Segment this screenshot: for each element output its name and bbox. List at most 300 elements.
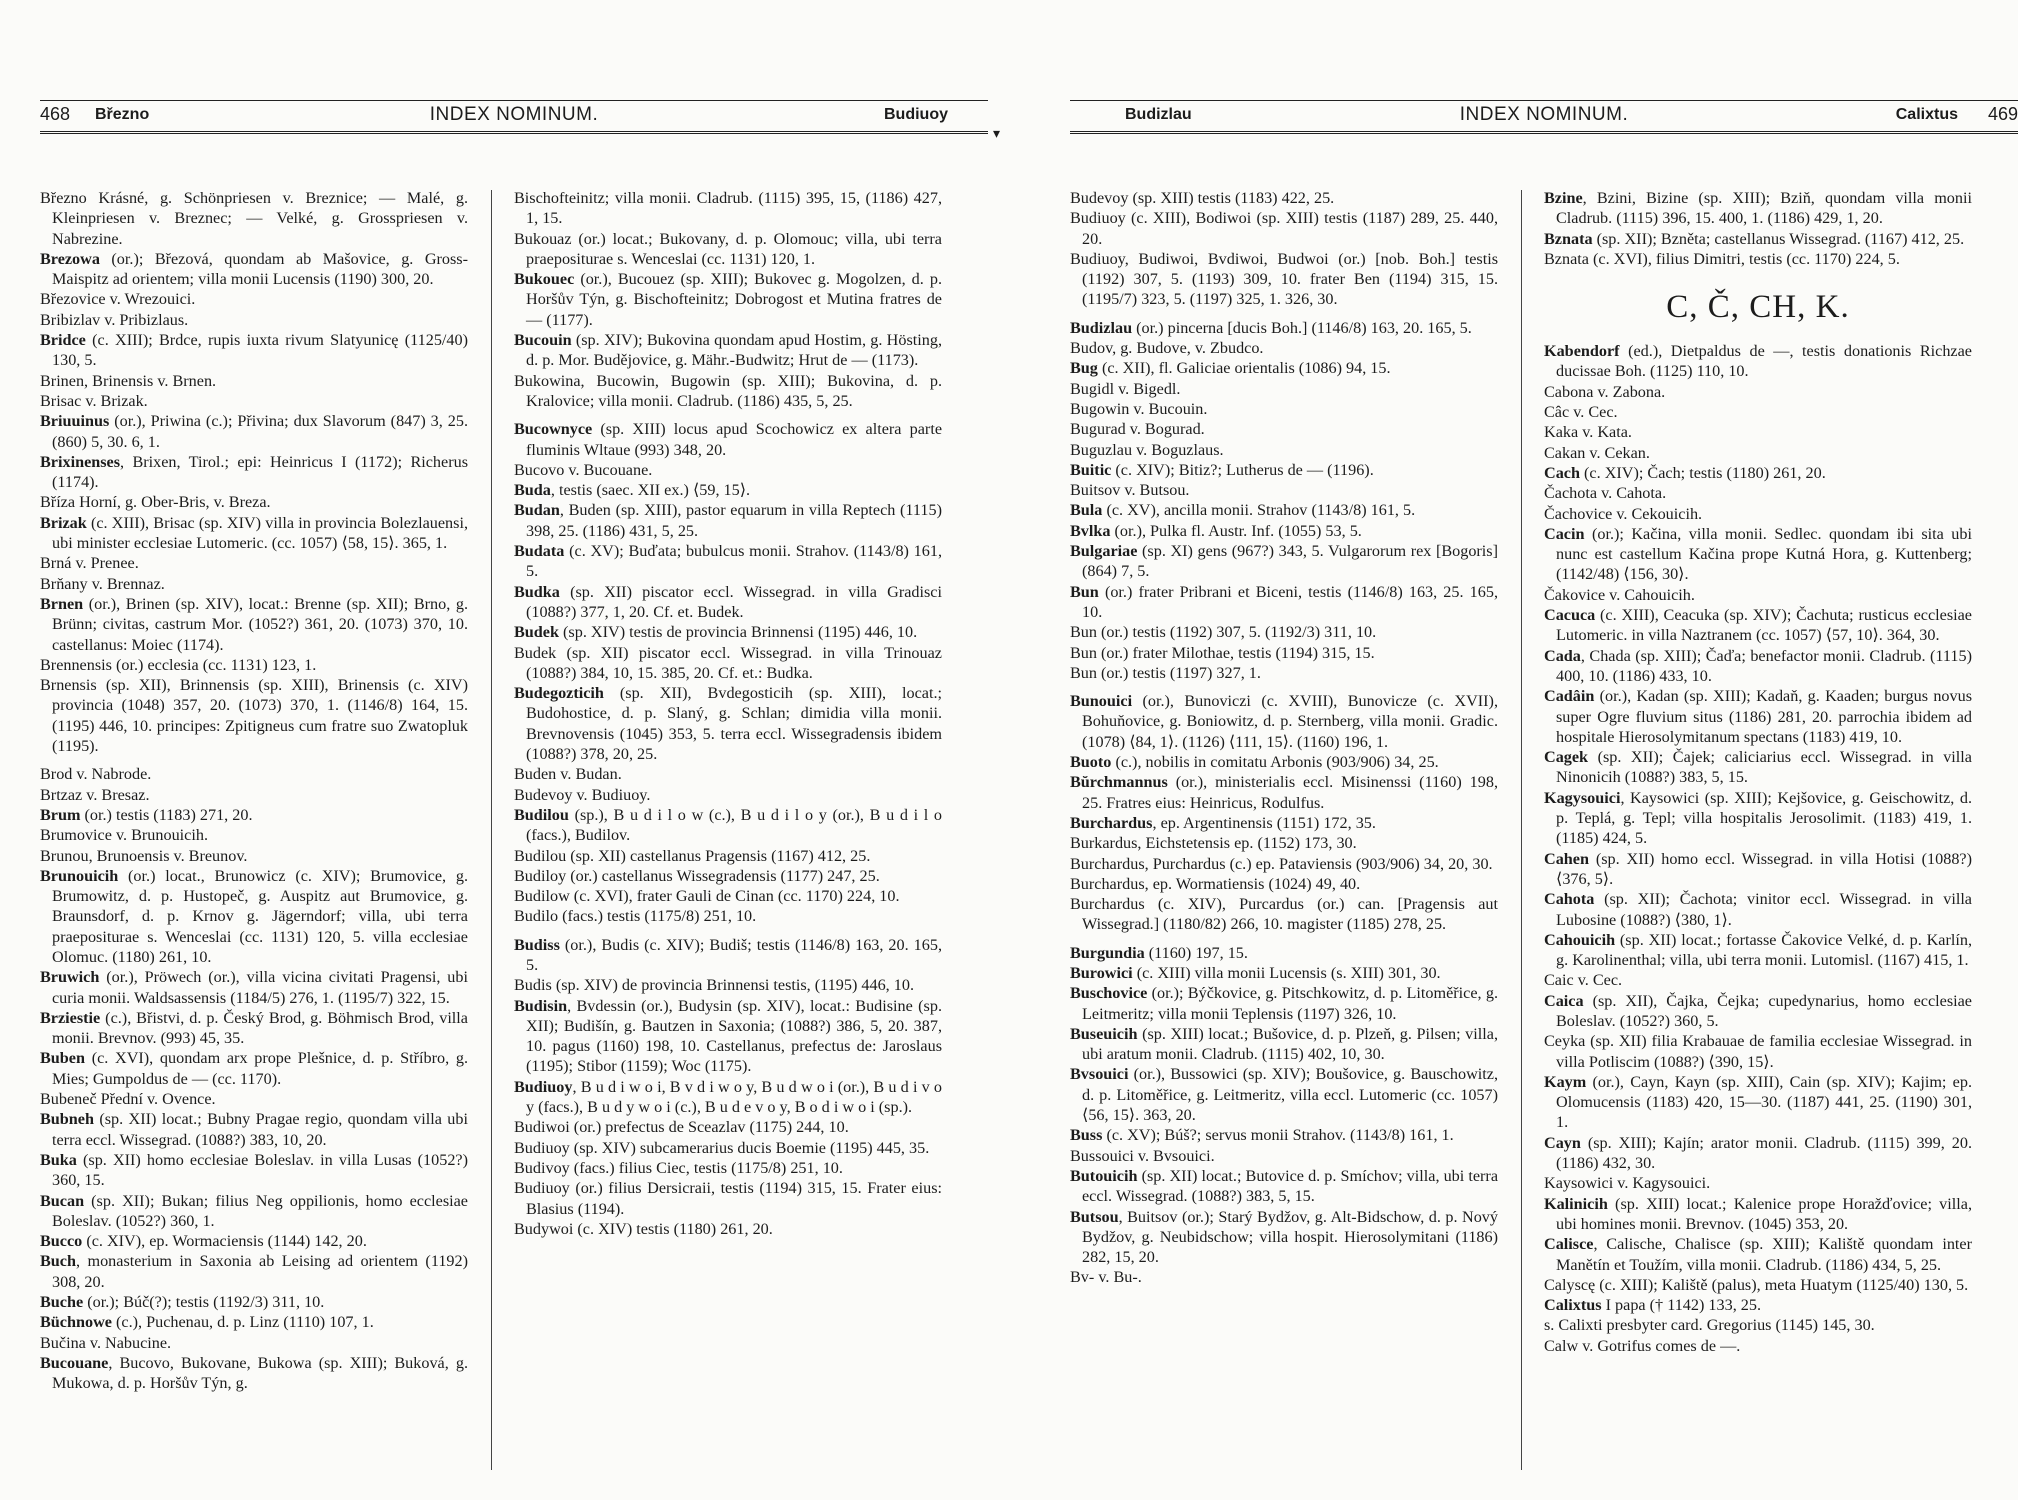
entry-text: (sp. XII), Bvdegosticih (sp. XIII), locat.; Budohostice, d. p. Slaný, g. Schlan; dimidia villa monii. Brevnovensis (1045) 353, 5. terra eccl. Wissegradensis ibidem (1088?) 378, 20, 25. (526, 684, 942, 764)
index-entry (514, 1138, 942, 1158)
index-entry (40, 846, 468, 866)
entry-headword: Kagysouici (1544, 788, 1621, 807)
index-entry (1544, 788, 1972, 849)
entry-headword: Caica (1544, 991, 1584, 1010)
entry-headword: Butouicih (1070, 1166, 1138, 1185)
entry-headword: Buschovice (1070, 984, 1148, 1003)
entry-headword: Brizak (40, 513, 87, 532)
index-entry (1070, 379, 1498, 399)
index-entry (40, 492, 468, 512)
entry-text: (sp. XII); Čajek; caliciarius eccl. Wissegrad. in villa Ninonicih (1088?) 383, 5, 15. (1556, 748, 1972, 787)
entry-headword: Burgundia (1070, 943, 1145, 962)
entry-text: Bugidl v. Bigedl. (1070, 379, 1181, 398)
index-entry (1544, 1315, 1972, 1335)
entry-text: Budiuoy (c. XIII), Bodiwoi (sp. XIII) testis (1187) 289, 25. 440, 20. (1070, 209, 1498, 248)
index-entry (40, 411, 468, 452)
entry-headword: Budisin (514, 996, 568, 1015)
index-entry (1070, 249, 1498, 310)
entry-text: Budiuoy (sp. XIV) subcamerarius ducis Boemie (1195) 445, 35. (514, 1138, 930, 1157)
index-entry (1070, 1064, 1498, 1125)
index-entry (1070, 480, 1498, 500)
entry-headword: Budilou (514, 805, 569, 824)
index-entry (1070, 1125, 1498, 1145)
index-entry (1544, 504, 1972, 524)
index-entry (1070, 813, 1498, 833)
entry-headword: Bruwich (40, 968, 100, 987)
entry-text: (or.); Búč(?); testis (1192/3) 311, 10. (83, 1293, 325, 1312)
entry-text: (c. XIV), ep. Wormaciensis (1144) 142, 20. (82, 1232, 367, 1251)
index-entry (1070, 874, 1498, 894)
header-title: INDEX NOMINUM. (1459, 104, 1629, 125)
page-number: 469 (1987, 104, 2018, 124)
index-entry (514, 1077, 942, 1118)
entry-text: Bukowina, Bucowin, Bugowin (sp. XIII); Bukovina, d. p. Kralovice; villa monii. Cladrub. (1186) 435, 5, 25. (514, 371, 942, 410)
entry-text: Brnensis (sp. XII), Brinnensis (sp. XIII), Brinensis (c. XIV) provincia (1048) 357, 20. (1073) 370, 1. (1146/8) 164, 15. (1195) 446, 10. principes: Zpitigneus cum fratre suo Zwatopluk (1195). (40, 676, 468, 756)
index-entry (40, 1008, 468, 1049)
entry-text: Čachota v. Cahota. (1544, 484, 1667, 503)
index-entry (1070, 1024, 1498, 1065)
index-entry (40, 188, 468, 249)
entry-headword: Burowici (1070, 963, 1133, 982)
index-entry (514, 866, 942, 886)
entry-text: (sp. XIV); Bukovina quondam apud Hostim, g. Hösting, d. p. Mor. Budějovice, g. Mähr.-Budwitz; Hrut de — (1173). (526, 331, 942, 370)
entry-text: (or.) frater Pribrani et Biceni, testis (1146/8) 163, 25. 165, 10. (1082, 582, 1498, 621)
entry-headword: Cayn (1544, 1133, 1581, 1152)
entry-text: (or.), Brinen (sp. XIV), locat.: Brenne (sp. XII); Brno, g. Brünn; civitas, castrum Mor. (1052?) 361, 20. (1073) 370, 10. castellanus: Moiec (1174). (52, 594, 468, 654)
entry-text: (c. XIV); Bitiz?; Lutherus de — (1196). (1111, 460, 1374, 479)
index-entry (1544, 605, 1972, 646)
entry-text: Calyscę (c. XIII); Kaliště (palus), meta Huatym (1125/40) 130, 5. (1544, 1275, 1969, 1294)
entry-headword: Cadâin (1544, 687, 1595, 706)
entry-text: (or.); Kačina, villa monii. Sedlec. quondam ibi sita ubi nunc est castellum Kačina prope Kutná Hora, g. Kuttenberg; (1142/48) ⟨156, 30⟩. (1556, 524, 1972, 584)
index-entry (40, 452, 468, 493)
header-keyword-last: Calixtus (1895, 106, 1958, 123)
entry-text: Câc v. Cec. (1544, 403, 1618, 422)
index-entry (514, 886, 942, 906)
index-entry (40, 574, 468, 594)
entry-text: (sp. XII), Čajka, Čejka; cupedynarius, homo ecclesiae Boleslav. (1052?) 360, 5. (1556, 991, 1972, 1030)
entry-text: (c. XIII) villa monii Lucensis (s. XIII) 301, 30. (1132, 963, 1441, 982)
entry-text: Březovice v. Wrezouici. (40, 290, 196, 309)
entry-text: (or.), Bunoviczi (c. XVIII), Bunovicze (c. XVII), Bohuňovice, g. Boniowitz, d. p. Sternberg, villa monii. Gradic. (1078) ⟨84, 1⟩. (1126) ⟨111, 15⟩. (1160) 196, 1. (1082, 692, 1498, 751)
entry-text: (c.), Břistvi, d. p. Český Brod, g. Böhmisch Brod, villa monii. Brevnov. (993) 45, 35. (52, 1008, 468, 1048)
entry-text: (sp. XII) piscator eccl. Wissegrad. in villa Gradisci (1088?) 377, 1, 20. Cf. et. Budek. (526, 582, 942, 621)
index-entry (1070, 399, 1498, 419)
entry-text: (sp. XII) locat.; fortasse Čakovice Velké, d. p. Karlín, g. Karolinenthal; villa, ubi terra monii. Lutomisl. (1167) 415, 1. (1556, 930, 1972, 970)
entry-text: Brod v. Nabrode. (40, 765, 152, 784)
index-entry (40, 764, 468, 784)
index-entry (1070, 1267, 1498, 1287)
index-entry (514, 541, 942, 582)
index-entry (1070, 1146, 1498, 1166)
index-entry (40, 391, 468, 411)
index-entry (514, 188, 942, 229)
entry-text: (or.), ministerialis eccl. Misinenssi (1160) 198, 25. Fratres eius: Heinricus, Rodulfus. (1082, 773, 1498, 812)
index-entry (514, 330, 942, 371)
entry-text: , Calische, Chalisce (sp. XIII); Kaliště quondam inter Manětín et Toužím, villa monii. Cladrub. (1186) 434, 5, 25. (1556, 1235, 1972, 1274)
entry-headword: Cada (1544, 646, 1581, 665)
entry-text: (c. XV), ancilla monii. Strahov (1143/8) 161, 5. (1102, 501, 1416, 520)
entry-text: , Buitsov (or.); Starý Bydžov, g. Alt-Bidschow, d. p. Nový Bydžov, g. Neubidschow; villa hospit. Hierosolymitani (1186) 282, 15, 20. (1082, 1207, 1498, 1267)
entry-text: (sp. XII); Bzněta; castellanus Wissegrad. (1167) 412, 25. (1592, 229, 1965, 248)
index-entry (514, 622, 942, 642)
entry-text: (c. XV); Buďata; bubulcus monii. Strahov. (1143/8) 161, 5. (526, 542, 942, 581)
entry-text: Budilow (c. XVI), frater Gauli de Cinan (cc. 1170) 224, 10. (514, 887, 900, 906)
entry-text: , Bvdessin (or.), Budysin (sp. XIV), locat.: Budisine (sp. XII); Budišín, g. Bautzen in Saxonia; (1088?) 386, 5, 20. 387, 10. pagus (1160) 198, 10. Castellanus, prefectus de: Jaroslaus (1195); Stibor (1159); Woc (1175). (526, 996, 942, 1076)
index-entry (1544, 341, 1972, 382)
entry-text: Čakovice v. Cahouicih. (1544, 585, 1695, 604)
index-entry (40, 1312, 468, 1332)
index-entry (40, 1109, 468, 1150)
entry-headword: Brezowa (40, 249, 100, 268)
entry-headword: Cach (1544, 463, 1580, 482)
index-entry (514, 906, 942, 926)
entry-text: Brumovice v. Brunouicih. (40, 826, 208, 845)
entry-text: Bukouaz (or.) locat.; Bukovany, d. p. Olomouc; villa, ubi terra praepositurae s. Wenceslai (cc. 1131) 120, 1. (514, 229, 942, 268)
entry-text: , Buden (sp. XIII), pastor equarum in villa Reptech (1115) 398, 25. (1186) 431, 5, 25. (526, 501, 942, 540)
index-entry (1070, 188, 1498, 208)
index-column-right (514, 188, 942, 1473)
index-entry (1544, 1234, 1972, 1275)
index-entry (40, 1231, 468, 1251)
entry-text: (sp. XII) locat.; Bubny Pragae regio, quondam villa ubi terra eccl. Wissegrad. (1088?) 383, 10, 20. (52, 1110, 468, 1149)
entry-text: s. Calixti presbyter card. Gregorius (1145) 145, 30. (1544, 1316, 1875, 1335)
index-entry (1070, 622, 1498, 642)
entry-text: , ep. Argentinensis (1151) 172, 35. (1152, 813, 1376, 832)
entry-text: Burchardus (c. XIV), Purcardus (or.) can. [Pragensis aut Wissegrad.] (1180/82) 266, 10. magister (1185) 278, 25. (1070, 895, 1498, 934)
entry-headword: Kaym (1544, 1072, 1587, 1091)
index-entry (514, 935, 942, 976)
index-entry (1544, 483, 1972, 503)
header-keyword-first: Budizlau (1125, 106, 1192, 123)
index-entry (40, 1292, 468, 1312)
index-entry (1544, 585, 1972, 605)
entry-text: Kaysowici v. Kagysouici. (1544, 1174, 1711, 1193)
index-entry (514, 846, 942, 866)
entry-headword: Bug (1070, 359, 1098, 378)
entry-text: (sp. XII); Bukan; filius Neg oppilionis, homo ecclesiae Boleslav. (1052?) 360, 1. (52, 1191, 468, 1230)
entry-headword: Bridce (40, 331, 86, 350)
entry-headword: Bzine (1544, 189, 1583, 207)
entry-text: (or.), Pulka fl. Austr. Inf. (1055) 53, 5. (1110, 521, 1362, 540)
entry-headword: Calisce (1544, 1235, 1594, 1254)
entry-text: (sp. XII) homo eccl. Wissegrad. in villa Hotisi (1088?) ⟨376, 5⟩. (1556, 849, 1972, 888)
entry-text: Budiwoi (or.) prefectus de Sceazlav (1175) 244, 10. (514, 1118, 849, 1137)
index-entry (1544, 229, 1972, 249)
entry-text: Brisac v. Brizak. (40, 391, 148, 410)
entry-headword: Brnen (40, 594, 84, 613)
entry-headword: Briuuinus (40, 412, 110, 431)
section-heading: C, Č, CH, K. (1666, 289, 1850, 326)
index-entry (1544, 889, 1972, 930)
index-entry (514, 419, 942, 460)
entry-headword: Bvsouici (1070, 1065, 1129, 1084)
entry-headword: Bulgariae (1070, 542, 1138, 561)
index-entry (40, 866, 468, 967)
entry-text: (c. XV); Búš?; servus monii Strahov. (1143/8) 161, 1. (1102, 1126, 1454, 1145)
entry-headword: Bubneh (40, 1110, 94, 1129)
entry-text: Bv- v. Bu-. (1070, 1268, 1142, 1287)
entry-headword: Calixtus (1544, 1296, 1602, 1315)
index-entry (1544, 463, 1972, 483)
entry-headword: Bula (1070, 501, 1103, 520)
page-header (1070, 100, 2018, 134)
index-entry (1070, 854, 1498, 874)
entry-text: Buitsov v. Butsou. (1070, 481, 1190, 500)
index-column-right (1544, 188, 1972, 1473)
entry-text: (sp. XIV) testis de provincia Brinnensi (1195) 446, 10. (559, 623, 918, 642)
index-entry (40, 371, 468, 391)
index-entry (514, 371, 942, 412)
entry-text: Kaka v. Kata. (1544, 423, 1632, 442)
entry-text: (c. XIII), Ceacuka (sp. XIV); Čachuta; rusticus ecclesiae Lutomeric. in villa Naztranem (cc. 1057) ⟨57, 10⟩. 364, 30. (1556, 606, 1972, 645)
entry-headword: Bucouane (40, 1353, 109, 1372)
index-entry (514, 1117, 942, 1137)
entry-headword: Budegozticih (514, 684, 604, 703)
entry-headword: Büchnowe (40, 1313, 112, 1332)
entry-headword: Bucouin (514, 331, 572, 350)
index-entry (40, 594, 468, 655)
entry-text: (sp. XIII) locus apud Scochowicz ex altera parte fluminis Wltaue (993) 348, 20. (526, 420, 942, 459)
index-entry (514, 500, 942, 541)
entry-headword: Brum (40, 805, 81, 824)
entry-text: Budek (sp. XII) piscator eccl. Wissegrad. in villa Trinouaz (1088?) 384, 10, 15. 385, 20. Cf. et.: Budka. (514, 643, 942, 682)
entry-text: Budevoy v. Budiuoy. (514, 785, 651, 804)
index-entry (40, 967, 468, 1008)
entry-text: Bříza Horní, g. Ober-Bris, v. Breza. (40, 493, 271, 512)
index-entry (1544, 1295, 1972, 1315)
index-entry (1070, 582, 1498, 623)
index-entry (1544, 1133, 1972, 1174)
entry-text: (sp. XIII) locat.; Kalenice prope Horažďovice; villa, ubi homines monii. Brevnov. (1045) 353, 20. (1556, 1194, 1972, 1233)
index-entry (40, 330, 468, 371)
index-entry (40, 1333, 468, 1353)
index-entry (1544, 1031, 1972, 1072)
index-entry (1544, 524, 1972, 585)
index-entry (514, 1178, 942, 1219)
entry-headword: Bŭrchmannus (1070, 773, 1168, 792)
entry-text: (c. XVI), quondam arx prope Plešnice, d. p. Stříbro, g. Mies; Gumpoldus de — (cc. 1170). (52, 1049, 468, 1088)
index-entry (1544, 747, 1972, 788)
entry-text: Budiloy (or.) castellanus Wissegradensis (1177) 247, 25. (514, 866, 880, 885)
index-entry (514, 582, 942, 623)
entry-text: (or.), Budis (c. XIV); Budiš; testis (1146/8) 163, 20. 165, 5. (526, 935, 942, 974)
entry-text: , Brixen, Tirol.; epi: Heinricus I (1172); Richerus (1174). (52, 452, 468, 492)
right-page (1070, 0, 2018, 1500)
entry-text: (sp. XIII); Kajín; arator monii. Cladrub. (1115) 399, 20. (1186) 432, 30. (1556, 1133, 1972, 1173)
entry-headword: Bznata (1544, 229, 1593, 248)
entry-text: , B u d i w o i, B v d i w o y, B u d w o i (or.), B u d i v o y (facs.), B u d y w o i (c.), B u d e v o y, B o d i w o i (sp.). (526, 1077, 942, 1117)
entry-text: , Kaysowici (sp. XIII); Kejšovice, g. Geischowitz, d. p. Teplá, g. Tepl; villa hospitalis Jerosolimit. (1183) 419, 1. (1185) 424, 5. (1556, 788, 1972, 848)
entry-headword: Brziestie (40, 1008, 101, 1027)
entry-headword: Cahota (1544, 890, 1595, 909)
index-entry (40, 1353, 468, 1394)
index-entry (1544, 1194, 1972, 1235)
index-entry (1070, 419, 1498, 439)
entry-text: (c. XIV); Čach; testis (1180) 261, 20. (1579, 463, 1826, 482)
index-entry (1070, 440, 1498, 460)
index-entry (1544, 991, 1972, 1032)
index-entry (40, 675, 468, 756)
entry-text: (c. XIII), Brisac (sp. XIV) villa in provincia Bolezlauensi, ubi minister ecclesiae Lutomeric. (cc. 1057) ⟨58, 15⟩. 365, 1. (52, 513, 468, 553)
entry-headword: Buoto (1070, 753, 1112, 772)
entry-headword: Buseuicih (1070, 1024, 1138, 1043)
entry-text: (sp. XI) gens (967?) 343, 5. Vulgarorum rex [Bogoris] (864) 7, 5. (1082, 542, 1498, 581)
entry-text: Bribizlav v. Pribizlaus. (40, 310, 189, 329)
entry-headword: Burchardus (1070, 813, 1153, 832)
entry-text: Budywoi (c. XIV) testis (1180) 261, 20. (514, 1219, 773, 1238)
entry-headword: Budata (514, 542, 565, 561)
entry-headword: Bucownyce (514, 420, 593, 439)
entry-text: Bučina v. Nabucine. (40, 1333, 172, 1352)
entry-text: , testis (saec. XII ex.) ⟨59, 15⟩. (550, 481, 751, 500)
entry-text: , monasterium in Saxonia ab Leising ad orientem (1192) 308, 20. (52, 1252, 468, 1291)
entry-headword: Budizlau (1070, 318, 1133, 337)
index-entry (1544, 686, 1972, 747)
entry-text: (sp. XII) locat.; Butovice d. p. Smíchov; villa, ubi terra eccl. Wissegrad. (1088?) 383, 5, 15. (1082, 1166, 1498, 1206)
index-entry (1070, 460, 1498, 480)
header-title: INDEX NOMINUM. (429, 104, 599, 125)
index-entry (1070, 521, 1498, 541)
entry-headword: Bvlka (1070, 521, 1111, 540)
entry-text: (or.) locat., Brunowicz (c. XIV); Brumovice, g. Brumowitz, d. p. Hustopeč, g. Auspitz aut Brumovice, g. Braunsdorf, d. p. Krnov g. Jägerndorf; villa, ubi terra praepositurae s. Wenceslai (cc. 1131) 120, 5. villa ecclesiae Olomuc. (1180) 261, 10. (52, 866, 468, 966)
index-entry (40, 1150, 468, 1191)
entry-text: (sp.), B u d i l o w (c.), B u d i l o y (or.), B u d i l o (facs.), Budilov. (526, 805, 942, 845)
index-entry (1070, 833, 1498, 853)
entry-headword: Bucan (40, 1191, 85, 1210)
header-keyword-last: Budiuoy (884, 106, 948, 123)
index-entry (1070, 983, 1498, 1024)
entry-headword: Kabendorf (1544, 342, 1620, 361)
index-entry (514, 764, 942, 784)
entry-text: (or.); Býčkovice, g. Pitschkowitz, d. p. Litoměřice, g. Leitmeritz; villa monii Teplensis (1197) 326, 10. (1082, 984, 1498, 1023)
entry-text: Burkardus, Eichstetensis ep. (1152) 173, 30. (1070, 834, 1357, 853)
index-entry (40, 513, 468, 554)
entry-headword: Buda (514, 481, 551, 500)
index-entry (1070, 500, 1498, 520)
entry-text: Bun (or.) testis (1192) 307, 5. (1192/3) 311, 10. (1070, 623, 1377, 642)
entry-text: (or.); Březová, quondam ab Mašovice, g. Gross-Maispitz ad orientem; villa monii Lucensis (1190) 300, 20. (52, 249, 468, 289)
entry-headword: Cahouicih (1544, 930, 1616, 949)
entry-text: Březno Krásné, g. Schönpriesen v. Breznice; — Malé, g. Kleinpriesen v. Breznec; — Velké, g. Grosspriesen v. Nabrezine. (40, 189, 468, 248)
index-entry (1070, 541, 1498, 582)
entry-text: Brňany v. Brennaz. (40, 574, 165, 593)
index-entry (1544, 249, 1972, 269)
index-entry (514, 229, 942, 270)
entry-text: (sp. XIII) locat.; Bušovice, d. p. Plzeň, g. Pilsen; villa, ubi aratum monii. Cladrub. (1115) 402, 10, 30. (1082, 1024, 1498, 1064)
entry-text: Bubeneč Přední v. Ovence. (40, 1090, 216, 1109)
index-entry (40, 249, 468, 290)
entry-headword: Buben (40, 1049, 85, 1068)
entry-text: Brennensis (or.) ecclesia (cc. 1131) 123, 1. (40, 655, 317, 674)
entry-text: Bucovo v. Bucouane. (514, 460, 653, 479)
index-entry (1544, 646, 1972, 687)
index-entry (1070, 752, 1498, 772)
index-entry (514, 269, 942, 330)
index-entry (1070, 358, 1498, 378)
entry-text: (or.), Priwina (c.); Přivina; dux Slavorum (847) 3, 25. (860) 5, 30. 6, 1. (52, 412, 468, 451)
index-entry (40, 805, 468, 825)
entry-headword: Budiuoy (514, 1077, 573, 1096)
entry-text: Burchardus, ep. Wormatiensis (1024) 49, 40. (1070, 874, 1361, 893)
index-entry (1070, 943, 1498, 963)
index-entry (40, 553, 468, 573)
index-entry (1070, 691, 1498, 752)
index-entry (1544, 849, 1972, 890)
entry-text: Budiuoy (or.) filius Dersicraii, testis (1194) 315, 15. Frater eius: Blasius (1194). (514, 1179, 942, 1218)
entry-headword: Buss (1070, 1126, 1103, 1145)
entry-text: Budilo (facs.) testis (1175/8) 251, 10. (514, 907, 757, 926)
entry-text: Budiuoy, Budiwoi, Bvdiwoi, Budwoi (or.) [nob. Boh.] testis (1192) 307, 5. (1193) 309, 10. frater Ben (1194) 315, 15. (1195/7) 323, 5. (1197) 325, 1. 326, 30. (1070, 249, 1498, 309)
index-entry (1070, 318, 1498, 338)
entry-text: Čachovice v. Cekouicih. (1544, 504, 1703, 523)
index-entry (40, 289, 468, 309)
entry-text: (or.), Kadan (sp. XIII); Kadaň, g. Kaaden; burgus novus super Ogre fluvium situs (1186) 281, 20. parrochia ibidem ad hospitale Hierosolymitanum spectans (1183) 419, 10. (1556, 687, 1972, 746)
index-entry (1544, 1336, 1972, 1356)
entry-text: Bugowin v. Bucouin. (1070, 399, 1208, 418)
index-entry (514, 975, 942, 995)
entry-headword: Butsou (1070, 1207, 1119, 1226)
entry-text: (or.), Pröwech (or.), villa vicina civitati Pragensi, ubi curia monii. Waldsassensis (1184/5) 276, 1. (1195/7) 322, 15. (52, 968, 468, 1007)
printer-mark: ▾ (993, 127, 1001, 142)
index-entry (1070, 772, 1498, 813)
index-entry (1544, 1275, 1972, 1295)
entry-text: Calw v. Gotrifus comes de —. (1544, 1336, 1741, 1355)
entry-text: Bischofteinitz; villa monii. Cladrub. (1115) 395, 15, (1186) 427, 1, 15. (514, 189, 942, 228)
index-entry (514, 805, 942, 846)
header-keyword-first: Březno (95, 106, 150, 123)
entry-text: Cabona v. Zabona. (1544, 382, 1666, 401)
entry-headword: Cacin (1544, 524, 1585, 543)
index-entry (1544, 970, 1972, 990)
entry-text: (c.), Puchenau, d. p. Linz (1110) 107, 1. (111, 1313, 374, 1332)
entry-headword: Bukouec (514, 270, 575, 289)
entry-text: Buden v. Budan. (514, 765, 622, 784)
entry-text: Bussouici v. Bvsouici. (1070, 1146, 1215, 1165)
entry-headword: Buitic (1070, 460, 1112, 479)
index-entry (40, 655, 468, 675)
index-entry (1070, 1166, 1498, 1207)
column-divider (491, 190, 492, 1470)
index-entry (40, 1089, 468, 1109)
entry-text: (c. XIII); Brdce, rupis iuxta rivum Slatyunicę (1125/40) 130, 5. (52, 331, 468, 370)
entry-headword: Buka (40, 1150, 77, 1169)
index-entry (40, 1191, 468, 1232)
entry-text: (sp. XII) homo ecclesiae Boleslav. in villa Lusas (1052?) 360, 15. (52, 1150, 468, 1190)
entry-text: Brtzaz v. Bresaz. (40, 785, 150, 804)
entry-text: (c.), nobilis in comitatu Arbonis (903/906) 34, 25. (1111, 753, 1439, 772)
index-entry (1070, 963, 1498, 983)
entry-text: Budis (sp. XIV) de provincia Brinnensi testis, (1195) 446, 10. (514, 976, 914, 995)
index-entry (514, 1219, 942, 1239)
index-entry (40, 310, 468, 330)
index-entry (1070, 1207, 1498, 1268)
page-header (40, 100, 988, 134)
column-divider (1521, 190, 1522, 1470)
index-entry (1544, 930, 1972, 971)
entry-text: (or.), Bucouez (sp. XIII); Bukovec g. Mogolzen, d. p. Horšův Týn, g. Bischofteinitz; Dobrogost et Mutina fratres de — (1177). (526, 270, 942, 329)
index-column-left (40, 188, 468, 1473)
entry-headword: Buche (40, 1293, 84, 1312)
index-entry (40, 1048, 468, 1089)
index-entry (514, 785, 942, 805)
index-entry (514, 996, 942, 1077)
entry-headword: Bunouici (1070, 692, 1133, 711)
index-entry (514, 480, 942, 500)
index-entry (1544, 422, 1972, 442)
entry-text: Brunou, Brunoensis v. Breunov. (40, 846, 248, 865)
entry-headword: Cagek (1544, 748, 1589, 767)
